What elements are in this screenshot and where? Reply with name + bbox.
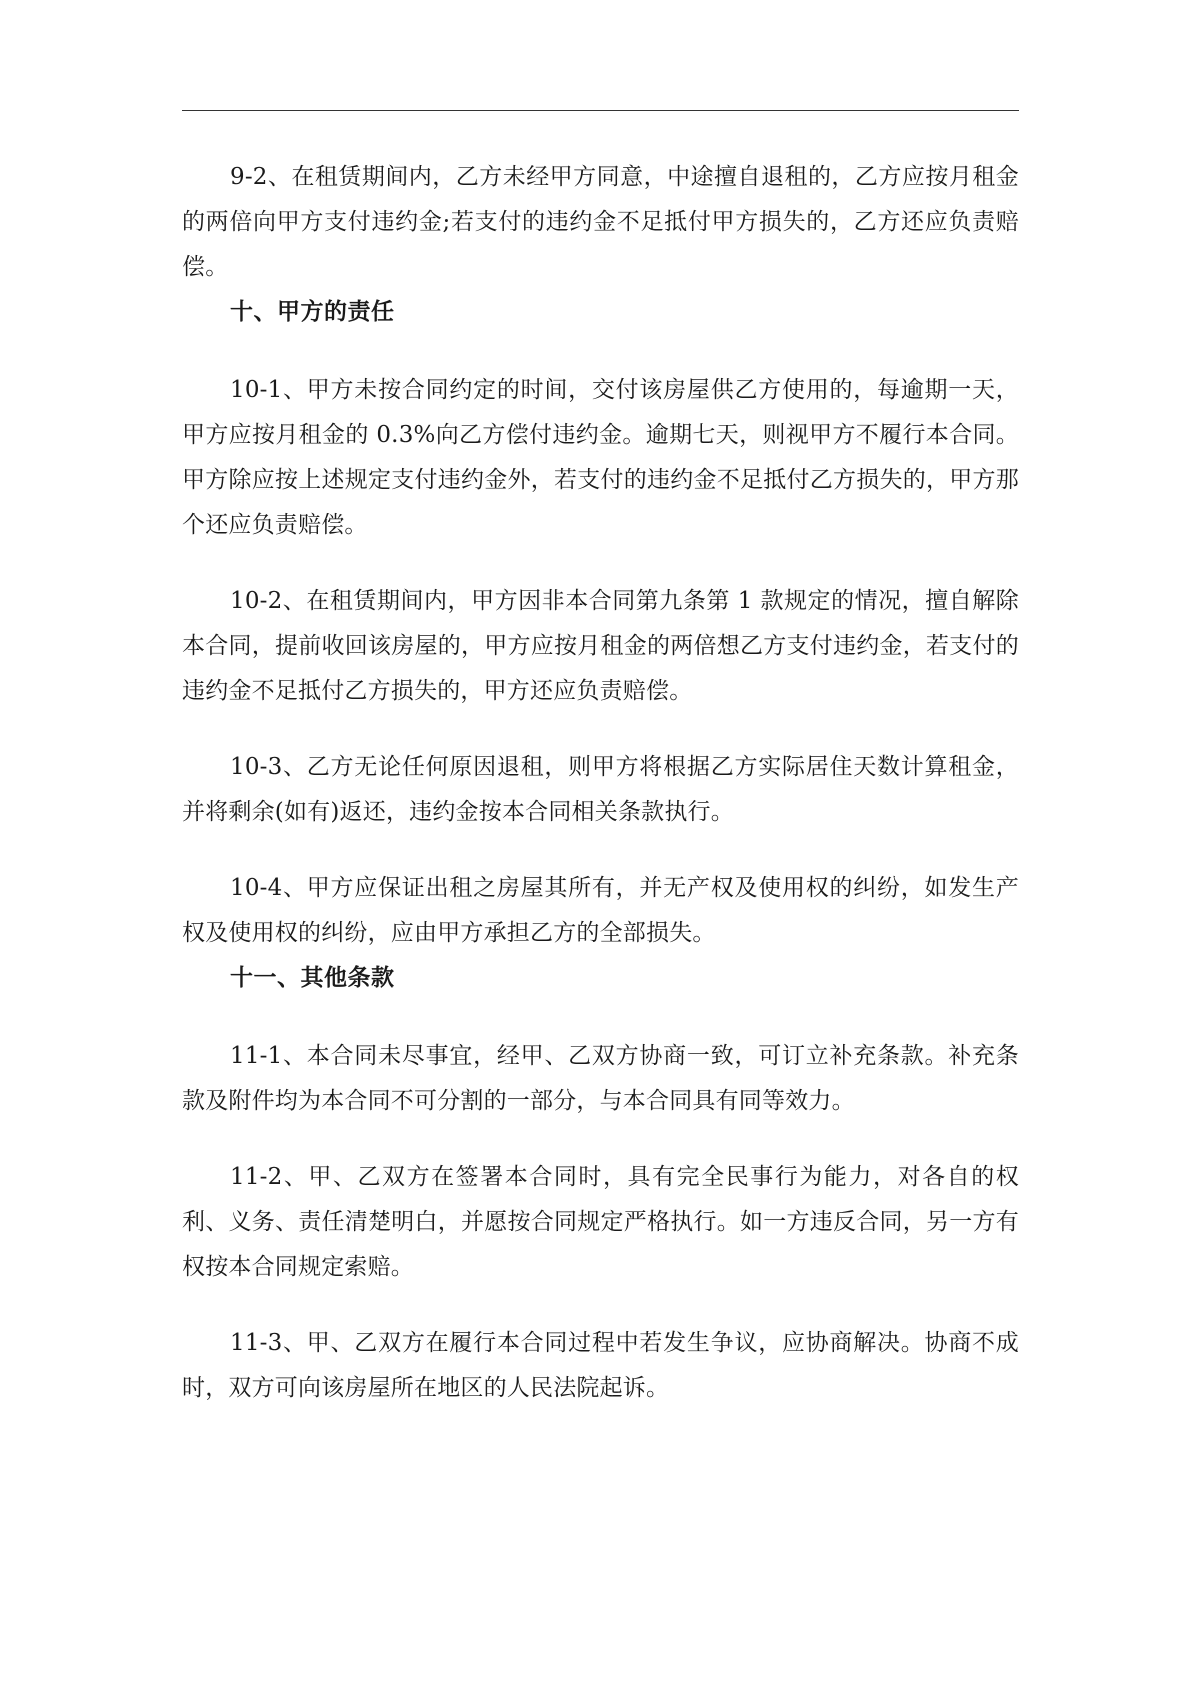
section-heading-11: 十一、其他条款 [230,965,395,991]
clause-11-2: 11-2、甲、乙双方在签署本合同时，具有完全民事行为能力，对各自的权利、义务、责任清楚明白，并愿按合同规定严格执行。如一方违反合同，另一方有权按本合同规定索赔。 [182,1164,1019,1280]
section-heading-10: 十、甲方的责任 [230,299,395,325]
clause-10-2: 10-2、在租赁期间内，甲方因非本合同第九条第 1 款规定的情况，擅自解除本合同，提前收回该房屋的，甲方应按月租金的两倍想乙方支付违约金，若支付的违约金不足抵付乙方损失的，甲方还应负责赔偿。 [182,588,1019,704]
document-body [182,155,1019,1411]
clause-11-1: 11-1、本合同未尽事宜，经甲、乙双方协商一致，可订立补充条款。补充条款及附件均为本合同不可分割的一部分，与本合同具有同等效力。 [182,1043,1019,1114]
clause-10-3: 10-3、乙方无论任何原因退租，则甲方将根据乙方实际居住天数计算租金，并将剩余(如有)返还，违约金按本合同相关条款执行。 [182,754,1019,825]
header-divider [182,110,1019,111]
clause-10-4: 10-4、甲方应保证出租之房屋其所有，并无产权及使用权的纠纷，如发生产权及使用权的纠纷，应由甲方承担乙方的全部损失。 [182,875,1019,946]
clause-11-3: 11-3、甲、乙双方在履行本合同过程中若发生争议，应协商解决。协商不成时，双方可向该房屋所在地区的人民法院起诉。 [182,1330,1019,1401]
clause-9-2: 9-2、在租赁期间内，乙方未经甲方同意，中途擅自退租的，乙方应按月租金的两倍向甲方支付违约金;若支付的违约金不足抵付甲方损失的，乙方还应负责赔偿。 [182,164,1019,280]
clause-10-1: 10-1、甲方未按合同约定的时间，交付该房屋供乙方使用的，每逾期一天，甲方应按月租金的 0.3%向乙方偿付违约金。逾期七天，则视甲方不履行本合同。甲方除应按上述规定支付违约金外，若支付的违约金不足抵付乙方损失的，甲方那个还应负责赔偿。 [182,377,1019,538]
